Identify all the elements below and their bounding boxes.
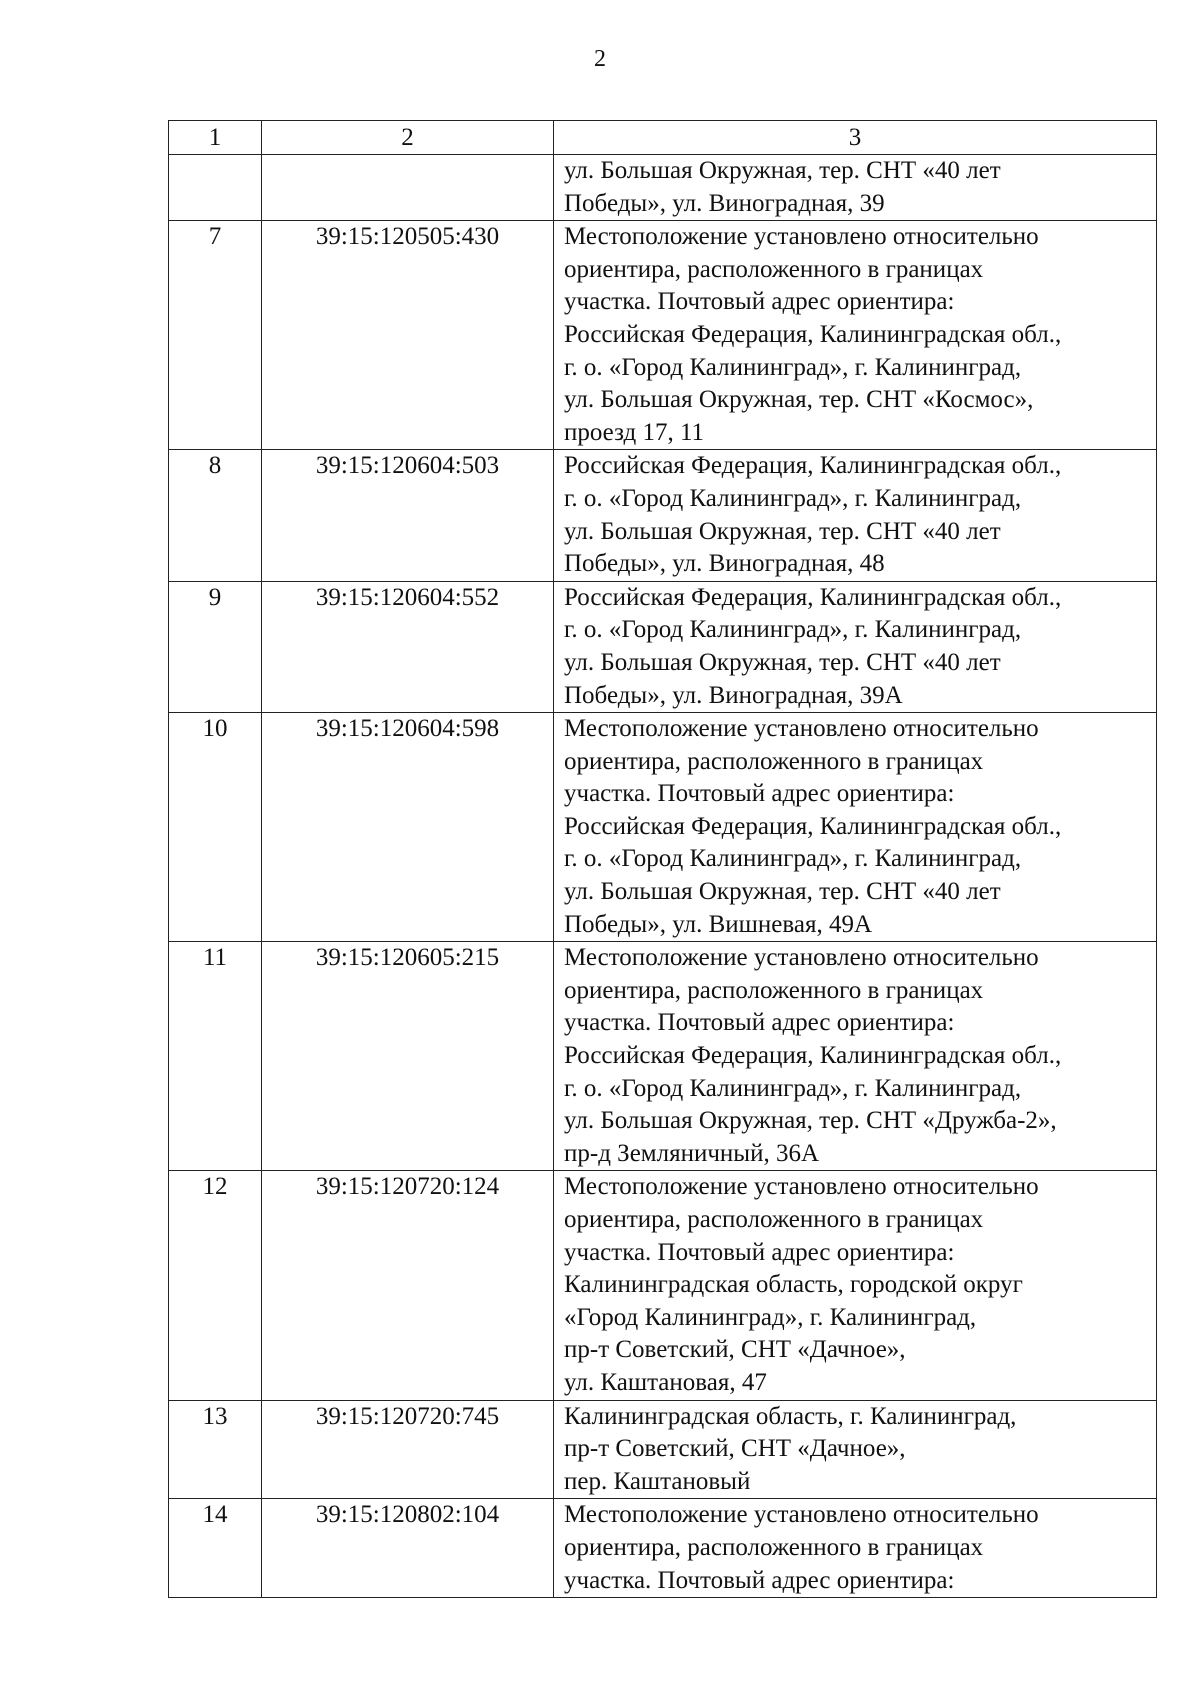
address-line: пер. Каштановый [564,1467,751,1495]
address-line: г. о. «Город Калининград», г. Калининград, [564,1074,1022,1102]
address-line: ул. Большая Окружная, тер. СНТ «40 лет [564,157,1001,184]
table-row [169,221,1157,450]
row-number-cell: 8 [169,450,262,581]
cadastral-id-cell: 39:15:120720:124 [262,1171,554,1400]
address-line: Калининградская область, г. Калининград, [564,1402,1017,1430]
address-cell [554,1171,1157,1400]
table-row [169,155,1157,221]
address-cell [554,713,1157,942]
table-row [169,1171,1157,1400]
parcel-table [168,120,1157,1598]
row-number-cell [169,155,262,221]
address-line: г. о. «Город Калининград», г. Калининград, [564,616,1022,644]
address-line: Местоположение установлено относительно [564,715,1039,743]
address-cell [554,581,1157,712]
address-line: участка. Почтовый адрес ориентира: [564,1009,955,1037]
cadastral-id-cell: 39:15:120605:215 [262,942,554,1171]
header-cell-cadastral-id: 2 [262,121,554,155]
address-line: участка. Почтовый адрес ориентира: [564,1238,955,1266]
address-line: ориентира, расположенного в границах [564,1206,984,1233]
table-row [169,1499,1157,1598]
table-row [169,942,1157,1171]
cadastral-id-cell [262,155,554,221]
address-line: участка. Почтовый адрес ориентира: [564,780,955,808]
cadastral-id-cell: 39:15:120720:745 [262,1400,554,1499]
address-line: ул. Большая Окружная, тер. СНТ «40 лет [564,648,1001,676]
cadastral-id-cell: 39:15:120604:503 [262,450,554,581]
row-number-cell: 14 [169,1499,262,1598]
address-line: Российская Федерация, Калининградская обл., [564,452,1062,480]
address-line: Местоположение установлено относительно [564,1173,1039,1201]
address-cell [554,155,1157,221]
header-cell-number: 1 [169,121,262,155]
address-line: ул. Большая Окружная, тер. СНТ «40 лет [564,517,1001,545]
address-line: пр-т Советский, СНТ «Дачное», [564,1336,906,1364]
address-cell [554,450,1157,581]
row-number-cell: 12 [169,1171,262,1400]
address-line: Российская Федерация, Калининградская обл., [564,583,1062,611]
table-row [169,581,1157,712]
address-line: Российская Федерация, Калининградская обл., [564,320,1062,348]
address-line: Местоположение установлено относительно [564,944,1039,972]
table-row [169,713,1157,942]
address-line: пр-д Земляничный, 36А [564,1139,820,1167]
header-row [169,121,1157,155]
address-line: «Город Калининград», г. Калининград, [564,1303,977,1331]
address-line: ул. Большая Окружная, тер. СНТ «Космос», [564,386,1034,414]
address-line: ориентира, расположенного в границах [564,976,984,1004]
cadastral-id-cell: 39:15:120604:552 [262,581,554,712]
address-line: ул. Каштановая, 47 [564,1368,767,1396]
address-line: участка. Почтовый адрес ориентира: [564,1566,955,1594]
address-line: Победы», ул. Виноградная, 48 [564,550,885,578]
row-number-cell: 9 [169,581,262,712]
address-cell [554,1400,1157,1499]
cadastral-id-cell: 39:15:120604:598 [262,713,554,942]
address-line: ул. Большая Окружная, тер. СНТ «40 лет [564,878,1001,906]
address-line: г. о. «Город Калининград», г. Калининград, [564,353,1022,381]
address-line: Местоположение установлено относительно [564,223,1039,251]
address-line: г. о. «Город Калининград», г. Калининград, [564,484,1022,512]
address-line: ул. Большая Окружная, тер. СНТ «Дружба-2», [564,1107,1057,1135]
header-cell-address: 3 [554,121,1157,155]
row-number-cell: 13 [169,1400,262,1499]
cadastral-id-cell: 39:15:120505:430 [262,221,554,450]
address-line: Местоположение установлено относительно [564,1501,1039,1529]
address-line: Российская Федерация, Калининградская обл., [564,1042,1062,1070]
address-line: Российская Федерация, Калининградская обл., [564,812,1062,840]
table-row [169,1400,1157,1499]
address-line: проезд 17, 11 [564,418,705,446]
address-line: пр-т Советский, СНТ «Дачное», [564,1435,906,1463]
cadastral-id-cell: 39:15:120802:104 [262,1499,554,1598]
row-number-cell: 10 [169,713,262,942]
table-body [169,121,1157,1598]
address-line: ориентира, расположенного в границах [564,747,984,775]
address-cell [554,221,1157,450]
address-line: Победы», ул. Виноградная, 39 [564,189,885,217]
address-line: ориентира, расположенного в границах [564,1533,984,1561]
row-number-cell: 7 [169,221,262,450]
address-line: г. о. «Город Калининград», г. Калининград, [564,845,1022,873]
address-line: Калининградская область, городской округ [564,1271,1023,1299]
page-number: 2 [594,46,606,72]
row-number-cell: 11 [169,942,262,1171]
address-line: участка. Почтовый адрес ориентира: [564,288,955,316]
address-line: Победы», ул. Виноградная, 39А [564,681,903,709]
address-line: Победы», ул. Вишневая, 49А [564,910,873,938]
address-cell [554,942,1157,1171]
address-cell [554,1499,1157,1598]
address-line: ориентира, расположенного в границах [564,255,984,283]
table-row [169,450,1157,581]
